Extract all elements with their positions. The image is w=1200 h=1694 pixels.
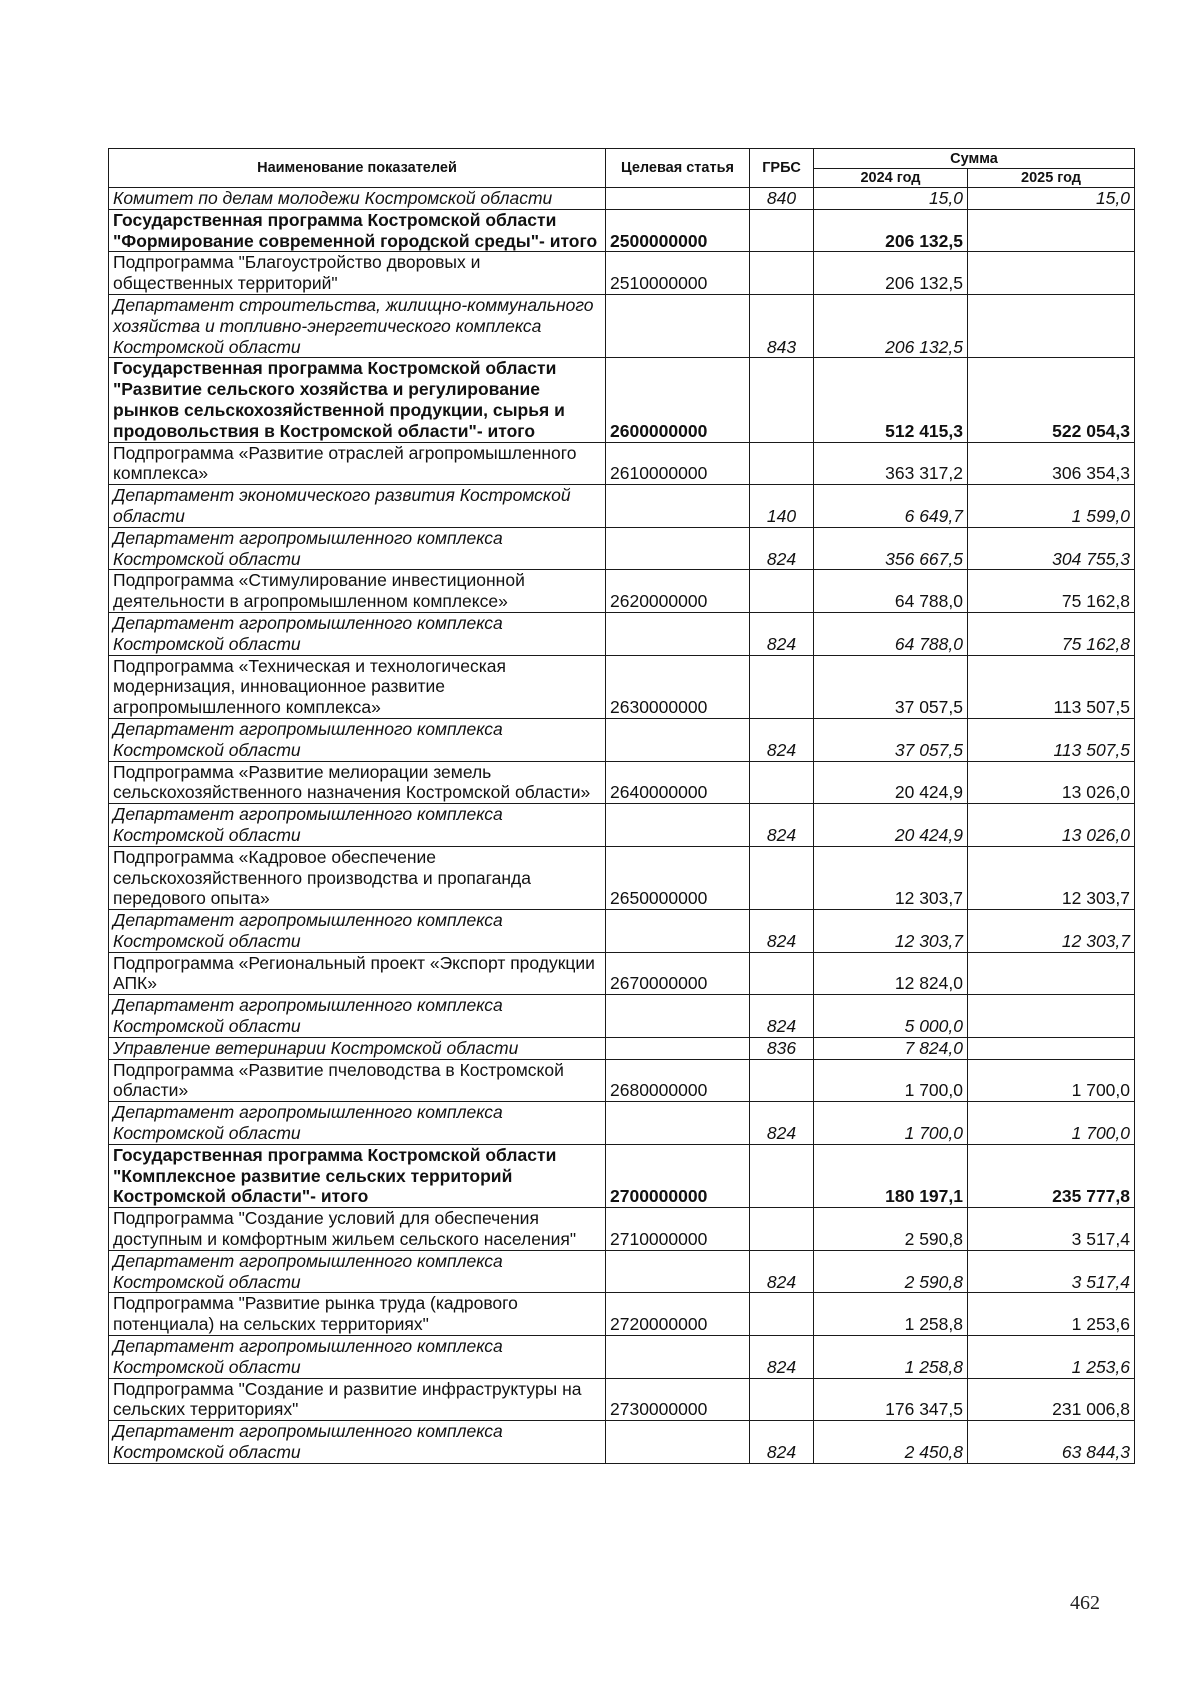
table-body — [109, 188, 1135, 1464]
cell-grbs: 824 — [750, 804, 814, 847]
cell-sum-2024: 37 057,5 — [814, 655, 968, 718]
header-target-article: Целевая статья — [606, 149, 750, 188]
table-row — [109, 252, 1135, 295]
cell-sum-2025: 113 507,5 — [968, 655, 1135, 718]
cell-grbs — [750, 358, 814, 442]
cell-name: Департамент агропромышленного комплекса Костромской области — [109, 995, 606, 1038]
cell-sum-2025: 304 755,3 — [968, 527, 1135, 570]
header-sum: Сумма — [814, 149, 1135, 169]
cell-name: Департамент агропромышленного комплекса Костромской области — [109, 804, 606, 847]
cell-sum-2024: 15,0 — [814, 188, 968, 210]
table-row — [109, 995, 1135, 1038]
page-number: 462 — [1070, 1592, 1100, 1614]
cell-sum-2025 — [968, 995, 1135, 1038]
cell-grbs: 824 — [750, 995, 814, 1038]
cell-target-article — [606, 995, 750, 1038]
cell-name: Департамент агропромышленного комплекса Костромской области — [109, 910, 606, 953]
cell-sum-2024: 2 590,8 — [814, 1208, 968, 1251]
table-row — [109, 294, 1135, 357]
cell-sum-2025: 1 700,0 — [968, 1059, 1135, 1102]
header-name: Наименование показателей — [109, 149, 606, 188]
cell-sum-2025: 1 599,0 — [968, 485, 1135, 528]
cell-target-article: 2610000000 — [606, 442, 750, 485]
cell-grbs: 824 — [750, 910, 814, 953]
cell-target-article: 2640000000 — [606, 761, 750, 804]
cell-sum-2024: 1 258,8 — [814, 1293, 968, 1336]
cell-grbs — [750, 1144, 814, 1207]
cell-target-article — [606, 527, 750, 570]
cell-sum-2025: 113 507,5 — [968, 718, 1135, 761]
cell-name: Подпрограмма "Создание условий для обеспечения доступным и комфортным жильем сельского населения" — [109, 1208, 606, 1251]
table-row — [109, 1336, 1135, 1379]
table-row — [109, 1293, 1135, 1336]
cell-sum-2025: 306 354,3 — [968, 442, 1135, 485]
cell-name: Подпрограмма «Региональный проект «Экспорт продукции АПК» — [109, 952, 606, 995]
cell-grbs — [750, 952, 814, 995]
cell-name: Подпрограмма "Благоустройство дворовых и общественных территорий" — [109, 252, 606, 295]
cell-grbs: 824 — [750, 1421, 814, 1464]
cell-sum-2024: 37 057,5 — [814, 718, 968, 761]
cell-grbs: 824 — [750, 1102, 814, 1145]
table-row — [109, 1250, 1135, 1293]
cell-sum-2024: 1 700,0 — [814, 1102, 968, 1145]
table-row — [109, 1208, 1135, 1251]
cell-grbs: 840 — [750, 188, 814, 210]
cell-name: Подпрограмма «Техническая и технологическая модернизация, инновационное развитие агропромышленного комплекса» — [109, 655, 606, 718]
cell-sum-2024: 12 303,7 — [814, 910, 968, 953]
cell-name: Подпрограмма «Стимулирование инвестиционной деятельности в агропромышленном комплексе» — [109, 570, 606, 613]
cell-sum-2024: 206 132,5 — [814, 209, 968, 252]
budget-table — [108, 148, 1135, 1464]
table-header — [109, 149, 1135, 188]
cell-target-article: 2500000000 — [606, 209, 750, 252]
cell-grbs — [750, 655, 814, 718]
cell-target-article: 2700000000 — [606, 1144, 750, 1207]
cell-name: Государственная программа Костромской области "Развитие сельского хозяйства и регулирование рынков сельскохозяйственной продукции, сырья и продовольствия в Костромской области"- итого — [109, 358, 606, 442]
cell-sum-2025 — [968, 1037, 1135, 1059]
cell-grbs — [750, 1378, 814, 1421]
cell-target-article — [606, 294, 750, 357]
cell-sum-2024: 206 132,5 — [814, 294, 968, 357]
cell-name: Департамент агропромышленного комплекса Костромской области — [109, 1421, 606, 1464]
cell-sum-2025 — [968, 209, 1135, 252]
cell-sum-2024: 1 700,0 — [814, 1059, 968, 1102]
cell-grbs — [750, 1208, 814, 1251]
cell-sum-2024: 64 788,0 — [814, 612, 968, 655]
cell-sum-2025: 12 303,7 — [968, 846, 1135, 909]
table-row — [109, 442, 1135, 485]
cell-sum-2025: 63 844,3 — [968, 1421, 1135, 1464]
cell-target-article — [606, 718, 750, 761]
table-row — [109, 718, 1135, 761]
table-row — [109, 1037, 1135, 1059]
cell-target-article: 2510000000 — [606, 252, 750, 295]
cell-sum-2025: 75 162,8 — [968, 612, 1135, 655]
cell-target-article — [606, 612, 750, 655]
cell-sum-2025: 231 006,8 — [968, 1378, 1135, 1421]
table-row — [109, 1144, 1135, 1207]
header-year-2025: 2025 год — [968, 169, 1135, 188]
cell-grbs: 824 — [750, 1250, 814, 1293]
cell-target-article — [606, 1250, 750, 1293]
cell-target-article: 2730000000 — [606, 1378, 750, 1421]
cell-target-article: 2670000000 — [606, 952, 750, 995]
cell-name: Департамент агропромышленного комплекса Костромской области — [109, 612, 606, 655]
cell-sum-2024: 64 788,0 — [814, 570, 968, 613]
cell-target-article: 2620000000 — [606, 570, 750, 613]
cell-name: Подпрограмма «Кадровое обеспечение сельскохозяйственного производства и пропаганда передового опыта» — [109, 846, 606, 909]
cell-sum-2024: 356 667,5 — [814, 527, 968, 570]
cell-name: Департамент агропромышленного комплекса Костромской области — [109, 1250, 606, 1293]
cell-sum-2025 — [968, 252, 1135, 295]
cell-sum-2025 — [968, 952, 1135, 995]
cell-target-article: 2630000000 — [606, 655, 750, 718]
table-row — [109, 612, 1135, 655]
table-row — [109, 1102, 1135, 1145]
cell-grbs — [750, 570, 814, 613]
cell-sum-2024: 2 450,8 — [814, 1421, 968, 1464]
cell-sum-2025: 522 054,3 — [968, 358, 1135, 442]
cell-sum-2024: 512 415,3 — [814, 358, 968, 442]
table-row — [109, 761, 1135, 804]
cell-grbs — [750, 761, 814, 804]
cell-name: Подпрограмма "Создание и развитие инфраструктуры на сельских территориях" — [109, 1378, 606, 1421]
cell-grbs — [750, 252, 814, 295]
cell-sum-2024: 6 649,7 — [814, 485, 968, 528]
cell-sum-2025: 1 253,6 — [968, 1293, 1135, 1336]
cell-sum-2025: 15,0 — [968, 188, 1135, 210]
cell-target-article — [606, 1037, 750, 1059]
cell-grbs: 140 — [750, 485, 814, 528]
cell-sum-2024: 2 590,8 — [814, 1250, 968, 1293]
cell-name: Департамент агропромышленного комплекса Костромской области — [109, 718, 606, 761]
cell-name: Государственная программа Костромской области "Формирование современной городской среды"- итого — [109, 209, 606, 252]
table-row — [109, 188, 1135, 210]
cell-name: Подпрограмма «Развитие пчеловодства в Костромской области» — [109, 1059, 606, 1102]
table-row — [109, 1421, 1135, 1464]
cell-sum-2024: 180 197,1 — [814, 1144, 968, 1207]
table-row — [109, 570, 1135, 613]
cell-target-article: 2650000000 — [606, 846, 750, 909]
table-row — [109, 804, 1135, 847]
cell-grbs — [750, 209, 814, 252]
cell-name: Департамент агропромышленного комплекса Костромской области — [109, 1102, 606, 1145]
table-row — [109, 209, 1135, 252]
table-row — [109, 910, 1135, 953]
table-row — [109, 1059, 1135, 1102]
cell-sum-2024: 176 347,5 — [814, 1378, 968, 1421]
cell-name: Департамент агропромышленного комплекса Костромской области — [109, 1336, 606, 1379]
cell-sum-2025: 1 700,0 — [968, 1102, 1135, 1145]
cell-grbs — [750, 846, 814, 909]
cell-name: Комитет по делам молодежи Костромской области — [109, 188, 606, 210]
cell-target-article: 2710000000 — [606, 1208, 750, 1251]
cell-grbs: 843 — [750, 294, 814, 357]
table-row — [109, 846, 1135, 909]
cell-sum-2025: 13 026,0 — [968, 761, 1135, 804]
cell-sum-2025: 12 303,7 — [968, 910, 1135, 953]
cell-target-article — [606, 1336, 750, 1379]
cell-grbs: 824 — [750, 718, 814, 761]
cell-grbs — [750, 442, 814, 485]
cell-name: Департамент экономического развития Костромской области — [109, 485, 606, 528]
cell-sum-2025: 13 026,0 — [968, 804, 1135, 847]
cell-sum-2025: 3 517,4 — [968, 1208, 1135, 1251]
cell-target-article — [606, 188, 750, 210]
table-row — [109, 358, 1135, 442]
cell-grbs: 824 — [750, 1336, 814, 1379]
cell-name: Управление ветеринарии Костромской области — [109, 1037, 606, 1059]
cell-sum-2025 — [968, 294, 1135, 357]
cell-name: Департамент строительства, жилищно-коммунального хозяйства и топливно-энергетического комплекса Костромской области — [109, 294, 606, 357]
cell-name: Подпрограмма «Развитие отраслей агропромышленного комплекса» — [109, 442, 606, 485]
cell-name: Государственная программа Костромской области "Комплексное развитие сельских территорий Костромской области"- итого — [109, 1144, 606, 1207]
header-year-2024: 2024 год — [814, 169, 968, 188]
header-grbs: ГРБС — [750, 149, 814, 188]
cell-grbs: 824 — [750, 527, 814, 570]
table-row — [109, 485, 1135, 528]
cell-target-article — [606, 910, 750, 953]
cell-target-article: 2680000000 — [606, 1059, 750, 1102]
table-row — [109, 655, 1135, 718]
cell-sum-2024: 20 424,9 — [814, 804, 968, 847]
table-row — [109, 952, 1135, 995]
cell-grbs: 836 — [750, 1037, 814, 1059]
cell-sum-2024: 363 317,2 — [814, 442, 968, 485]
cell-sum-2024: 20 424,9 — [814, 761, 968, 804]
cell-sum-2025: 3 517,4 — [968, 1250, 1135, 1293]
cell-target-article — [606, 1102, 750, 1145]
cell-sum-2025: 75 162,8 — [968, 570, 1135, 613]
table-row — [109, 527, 1135, 570]
cell-grbs — [750, 1293, 814, 1336]
table-row — [109, 1378, 1135, 1421]
cell-grbs — [750, 1059, 814, 1102]
cell-sum-2024: 5 000,0 — [814, 995, 968, 1038]
cell-sum-2024: 12 824,0 — [814, 952, 968, 995]
cell-sum-2025: 235 777,8 — [968, 1144, 1135, 1207]
cell-grbs: 824 — [750, 612, 814, 655]
cell-name: Подпрограмма «Развитие мелиорации земель сельскохозяйственного назначения Костромской области» — [109, 761, 606, 804]
cell-target-article — [606, 804, 750, 847]
cell-target-article: 2600000000 — [606, 358, 750, 442]
cell-sum-2025: 1 253,6 — [968, 1336, 1135, 1379]
cell-name: Департамент агропромышленного комплекса Костромской области — [109, 527, 606, 570]
cell-sum-2024: 206 132,5 — [814, 252, 968, 295]
cell-sum-2024: 1 258,8 — [814, 1336, 968, 1379]
cell-sum-2024: 12 303,7 — [814, 846, 968, 909]
cell-target-article — [606, 485, 750, 528]
cell-sum-2024: 7 824,0 — [814, 1037, 968, 1059]
cell-target-article: 2720000000 — [606, 1293, 750, 1336]
cell-name: Подпрограмма "Развитие рынка труда (кадрового потенциала) на сельских территориях" — [109, 1293, 606, 1336]
cell-target-article — [606, 1421, 750, 1464]
